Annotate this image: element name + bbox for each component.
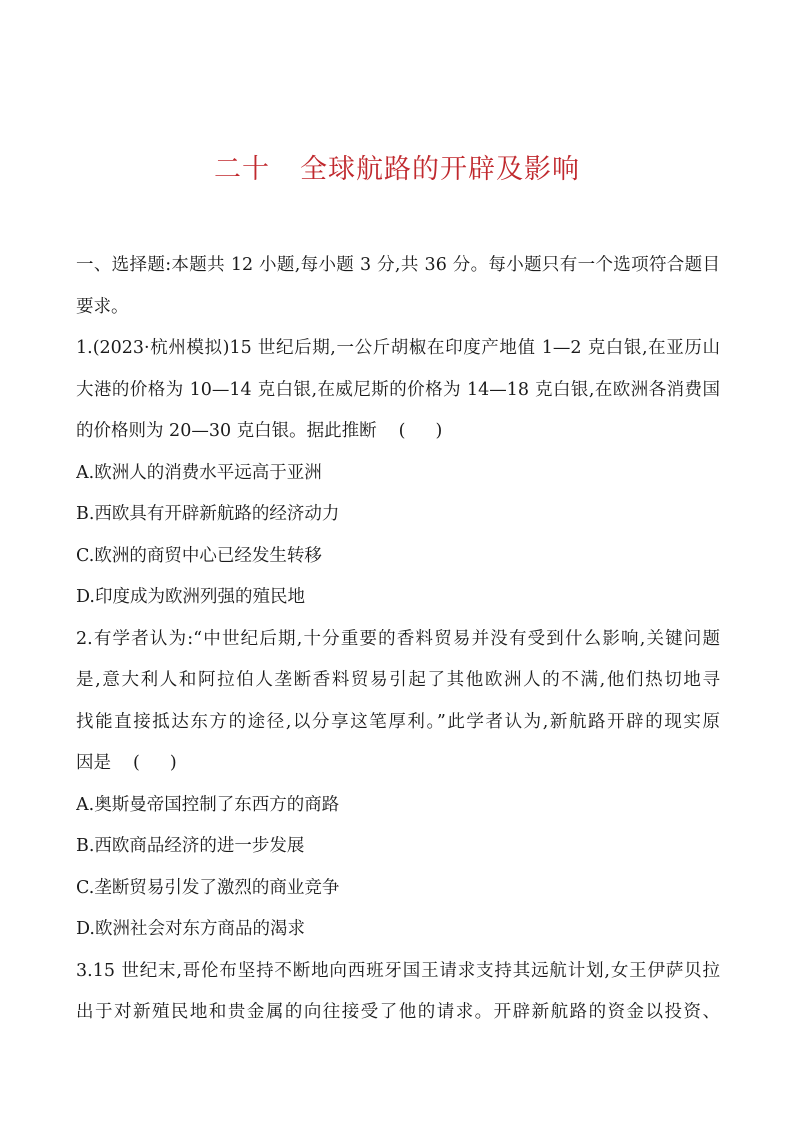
question-stem-line: 的价格则为 20—30 克白银。据此推断 ( ) [76,411,720,453]
option-b: B.西欧具有开辟新航路的经济动力 [76,504,340,524]
answer-blank: ( ) [398,421,443,441]
question-2 [76,619,720,951]
question-stem-line: 大港的价格为 10—14 克白银,在威尼斯的价格为 14—18 克白银,在欧洲各消费国 [76,379,720,400]
question-content [76,245,720,1034]
option-a: A.奥斯曼帝国控制了东西方的商路 [76,794,340,815]
question-stem-line: 1.(2023·杭州模拟)15 世纪后期,一公斤胡椒在印度产地值 1—2 克白银,在亚历山 [76,338,720,358]
answer-blank: ( ) [133,753,177,773]
title-number: 二十 [214,154,270,185]
question-1 [76,328,720,619]
option-d: D.印度成为欧洲列强的殖民地 [76,587,305,607]
option-b: B.西欧商品经济的进一步发展 [76,836,305,856]
text-line: 要求。 [76,296,129,317]
page-title [0,150,794,190]
question-stem-line: 找能直接抵达东方的途径,以分享这笔厚利。”此学者认为,新航路开辟的现实原 [76,711,720,732]
option-d: D.欧洲社会对东方商品的渴求 [76,919,305,939]
question-stem-line: 是,意大利人和阿拉伯人垄断香料贸易引起了其他欧洲人的不满,他们热切地寻 [76,670,720,690]
option-c: C.垄断贸易引发了激烈的商业竞争 [76,877,340,898]
option-c: C.欧洲的商贸中心已经发生转移 [76,545,322,566]
question-3 [76,951,720,1034]
title-text: 全球航路的开辟及影响 [300,154,580,185]
question-stem-line: 因是 ( ) [76,743,720,785]
section-instructions [76,245,720,328]
text-line: 一、选择题:本题共 12 小题,每小题 3 分,共 36 分。每小题只有一个选项符合题目 [76,255,720,275]
question-stem-line: 出于对新殖民地和贵金属的向往接受了他的请求。开辟新航路的资金以投资、 [76,1002,720,1022]
question-stem-line: 3.15 世纪末,哥伦布坚持不断地向西班牙国王请求支持其远航计划,女王伊萨贝拉 [76,960,720,981]
question-stem-line: 2.有学者认为:“中世纪后期,十分重要的香料贸易并没有受到什么影响,关键问题 [76,628,720,649]
option-a: A.欧洲人的消费水平远高于亚洲 [76,462,322,483]
